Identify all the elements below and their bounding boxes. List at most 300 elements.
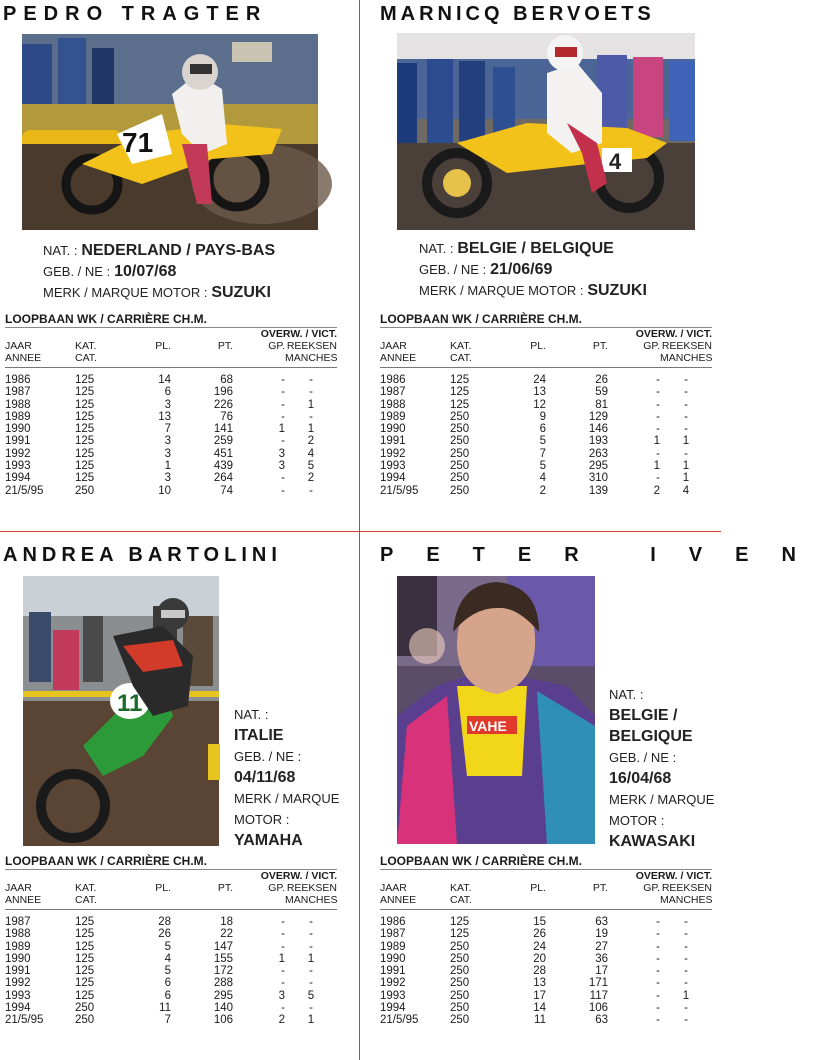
cell-position: 6 bbox=[539, 423, 546, 436]
col-gp: GP. bbox=[643, 340, 660, 352]
cell-gp-wins: - bbox=[656, 1002, 660, 1015]
cell-year: 1986 bbox=[380, 916, 406, 928]
nat-label: NAT. : bbox=[609, 687, 644, 702]
brand-label-2: MOTOR : bbox=[609, 813, 665, 828]
cell-category: 250 bbox=[450, 410, 470, 423]
cell-category: 125 bbox=[75, 374, 95, 386]
cell-position: 6 bbox=[164, 977, 171, 990]
cell-gp-wins: - bbox=[656, 1014, 660, 1027]
table-row bbox=[380, 423, 712, 435]
cell-category: 250 bbox=[450, 989, 470, 1002]
cell-points: 106 bbox=[588, 1002, 608, 1015]
rider-info bbox=[234, 704, 339, 851]
cell-points: 259 bbox=[213, 435, 233, 448]
cell-category: 250 bbox=[450, 435, 470, 448]
cell-points: 117 bbox=[589, 989, 608, 1002]
cell-heat-wins: 1 bbox=[682, 989, 690, 1002]
victories-header: OVERW. / VICT. bbox=[635, 328, 712, 340]
cell-heat-wins: 1 bbox=[307, 423, 315, 436]
cell-category: 250 bbox=[450, 460, 470, 473]
cell-points: 295 bbox=[588, 460, 608, 473]
cell-gp-wins: - bbox=[281, 386, 285, 399]
cell-position: 11 bbox=[534, 1014, 546, 1027]
col-manches: MANCHES bbox=[285, 352, 337, 368]
cell-category: 125 bbox=[75, 916, 95, 928]
cell-gp-wins: 1 bbox=[278, 423, 285, 436]
cell-points: 36 bbox=[595, 952, 608, 965]
cell-gp-wins: - bbox=[656, 965, 660, 978]
cell-category: 250 bbox=[450, 940, 470, 953]
cell-points: 26 bbox=[595, 374, 608, 386]
table-row bbox=[5, 941, 337, 953]
col-manches: MANCHES bbox=[660, 352, 712, 368]
career-table bbox=[380, 870, 712, 1027]
col-cat: CAT. bbox=[450, 894, 502, 910]
cell-category: 250 bbox=[450, 1014, 470, 1027]
cell-category: 125 bbox=[75, 977, 95, 990]
cell-category: 125 bbox=[75, 435, 95, 448]
table-row bbox=[380, 399, 712, 411]
table-row bbox=[380, 977, 712, 989]
cell-year: 21/5/95 bbox=[380, 484, 419, 497]
cell-gp-wins: - bbox=[281, 965, 285, 978]
cell-heat-wins: - bbox=[309, 965, 313, 978]
cell-heat-wins: 1 bbox=[307, 952, 315, 965]
cell-position: 28 bbox=[533, 965, 546, 978]
brand-label: MERK / MARQUE MOTOR : bbox=[419, 283, 584, 298]
cell-heat-wins: - bbox=[684, 1014, 688, 1027]
cell-points: 27 bbox=[595, 940, 608, 953]
table-row bbox=[380, 941, 712, 953]
brand-label-1: MERK / MARQUE bbox=[234, 791, 340, 806]
cell-heat-wins: - bbox=[684, 916, 688, 928]
table-row bbox=[380, 965, 712, 977]
cell-points: 171 bbox=[588, 977, 608, 990]
rider-photo bbox=[397, 576, 595, 844]
svg-text:71: 71 bbox=[122, 127, 154, 158]
cell-category: 250 bbox=[450, 977, 470, 990]
cell-position: 4 bbox=[539, 472, 546, 485]
cell-gp-wins: - bbox=[656, 374, 660, 386]
cell-heat-wins: - bbox=[684, 410, 688, 423]
cell-gp-wins: - bbox=[281, 977, 285, 990]
cell-category: 125 bbox=[450, 386, 470, 399]
col-manches: MANCHES bbox=[660, 894, 712, 910]
rider-photo bbox=[22, 34, 318, 230]
cell-heat-wins: - bbox=[684, 1002, 688, 1015]
table-row bbox=[5, 368, 337, 387]
cell-position: 28 bbox=[158, 916, 171, 928]
cell-points: 17 bbox=[595, 965, 608, 978]
cell-points: 295 bbox=[213, 989, 233, 1002]
cell-heat-wins: - bbox=[309, 916, 313, 928]
table-row bbox=[380, 953, 712, 965]
cell-points: 63 bbox=[595, 1014, 608, 1027]
col-jaar: JAAR bbox=[380, 340, 407, 352]
birth-date: 16/04/68 bbox=[609, 770, 672, 787]
col-manches: MANCHES bbox=[285, 894, 337, 910]
cell-gp-wins: - bbox=[656, 447, 660, 460]
cell-heat-wins: - bbox=[684, 940, 688, 953]
cell-category: 125 bbox=[450, 928, 470, 941]
table-row bbox=[380, 368, 712, 387]
cell-year: 21/5/95 bbox=[5, 1014, 44, 1027]
cell-year: 1991 bbox=[5, 965, 31, 978]
col-jaar: JAAR bbox=[5, 340, 32, 352]
cell-points: 147 bbox=[213, 940, 233, 953]
table-row bbox=[380, 990, 712, 1002]
cell-year: 1986 bbox=[380, 374, 406, 386]
cell-heat-wins: 1 bbox=[682, 460, 690, 473]
cell-position: 6 bbox=[164, 386, 171, 399]
col-pt: PT. bbox=[592, 882, 608, 894]
cell-year: 1994 bbox=[380, 1002, 406, 1015]
cell-category: 125 bbox=[75, 447, 95, 460]
cell-category: 250 bbox=[450, 484, 470, 497]
col-pl: PL. bbox=[155, 882, 171, 894]
col-reeksen: REEKSEN bbox=[661, 340, 712, 352]
table-row bbox=[380, 435, 712, 447]
cell-points: 22 bbox=[220, 928, 233, 941]
cell-position: 3 bbox=[164, 435, 171, 448]
nationality: NEDERLAND / PAYS-BAS bbox=[81, 242, 276, 259]
cell-category: 125 bbox=[450, 374, 470, 386]
cell-points: 59 bbox=[595, 386, 608, 399]
cell-gp-wins: - bbox=[281, 410, 285, 423]
brand-label-2: MOTOR : bbox=[234, 812, 290, 827]
table-row bbox=[380, 448, 712, 460]
col-reeksen: REEKSEN bbox=[661, 882, 712, 894]
born-label: GEB. / NE : bbox=[609, 750, 677, 765]
table-row bbox=[5, 460, 337, 472]
cell-position: 3 bbox=[164, 398, 171, 411]
cell-gp-wins: 1 bbox=[653, 460, 660, 473]
cell-points: 439 bbox=[213, 460, 233, 473]
cell-gp-wins: - bbox=[656, 977, 660, 990]
cell-heat-wins: - bbox=[309, 940, 313, 953]
cell-gp-wins: - bbox=[656, 398, 660, 411]
table-row bbox=[380, 411, 712, 423]
col-cat: CAT. bbox=[75, 352, 127, 368]
cell-year: 1989 bbox=[380, 940, 406, 953]
cell-gp-wins: - bbox=[281, 435, 285, 448]
brand: KAWASAKI bbox=[609, 833, 696, 850]
brand: SUZUKI bbox=[587, 282, 647, 299]
career-heading: LOOPBAAN WK / CARRIÈRE CH.M. bbox=[5, 854, 207, 868]
brand: SUZUKI bbox=[211, 284, 271, 301]
cell-gp-wins: - bbox=[656, 916, 660, 928]
table-row bbox=[5, 990, 337, 1002]
cell-heat-wins: - bbox=[684, 423, 688, 436]
cell-year: 1993 bbox=[5, 989, 31, 1002]
career-table bbox=[5, 870, 337, 1027]
cell-gp-wins: 1 bbox=[278, 952, 285, 965]
victories-header: OVERW. / VICT. bbox=[260, 870, 337, 882]
cell-heat-wins: - bbox=[309, 374, 313, 386]
svg-text:4: 4 bbox=[609, 149, 622, 174]
table-row bbox=[5, 928, 337, 940]
rider-card-iven bbox=[360, 532, 829, 1060]
cell-year: 1992 bbox=[5, 447, 31, 460]
table-row bbox=[5, 953, 337, 965]
cell-heat-wins: - bbox=[684, 398, 688, 411]
cell-points: 264 bbox=[213, 472, 233, 485]
nationality-line-1: BELGIE / bbox=[609, 707, 678, 724]
career-heading: LOOPBAAN WK / CARRIÈRE CH.M. bbox=[5, 312, 207, 326]
cell-year: 1992 bbox=[380, 447, 406, 460]
cell-gp-wins: - bbox=[656, 472, 660, 485]
cell-points: 451 bbox=[213, 447, 233, 460]
cell-heat-wins: - bbox=[684, 952, 688, 965]
career-heading: LOOPBAAN WK / CARRIÈRE CH.M. bbox=[380, 854, 582, 868]
cell-position: 14 bbox=[533, 1002, 546, 1015]
birth-date: 21/06/69 bbox=[490, 261, 553, 278]
cell-position: 11 bbox=[159, 1002, 171, 1015]
table-row bbox=[5, 1002, 337, 1014]
col-annee: ANNEE bbox=[5, 352, 75, 368]
cell-points: 76 bbox=[220, 410, 233, 423]
nat-label: NAT. : bbox=[234, 707, 269, 722]
cell-category: 125 bbox=[75, 952, 95, 965]
col-cat: CAT. bbox=[75, 894, 127, 910]
cell-position: 7 bbox=[539, 447, 546, 460]
brand-label: MERK / MARQUE MOTOR : bbox=[43, 285, 208, 300]
cell-year: 1988 bbox=[380, 398, 406, 411]
cell-year: 1993 bbox=[380, 989, 406, 1002]
table-row bbox=[380, 460, 712, 472]
cell-category: 125 bbox=[75, 472, 95, 485]
cell-position: 26 bbox=[533, 928, 546, 941]
cell-gp-wins: 2 bbox=[653, 484, 660, 497]
col-pt: PT. bbox=[592, 340, 608, 352]
cell-gp-wins: - bbox=[281, 484, 285, 497]
cell-points: 172 bbox=[213, 965, 233, 978]
cell-gp-wins: 3 bbox=[278, 460, 285, 473]
cell-points: 139 bbox=[588, 484, 608, 497]
cell-position: 12 bbox=[533, 398, 546, 411]
col-kat: KAT. bbox=[450, 882, 472, 894]
cell-year: 1989 bbox=[380, 410, 406, 423]
cell-points: 18 bbox=[220, 916, 233, 928]
table-row bbox=[380, 386, 712, 398]
cell-year: 1986 bbox=[5, 374, 31, 386]
cell-position: 1 bbox=[164, 460, 171, 473]
cell-position: 15 bbox=[533, 916, 546, 928]
cell-year: 1990 bbox=[5, 952, 31, 965]
cell-position: 13 bbox=[533, 977, 546, 990]
cell-heat-wins: - bbox=[309, 928, 313, 941]
cell-gp-wins: - bbox=[656, 989, 660, 1002]
col-gp: GP. bbox=[643, 882, 660, 894]
cell-heat-wins: - bbox=[309, 977, 313, 990]
cell-points: 140 bbox=[213, 1002, 233, 1015]
cell-year: 1991 bbox=[380, 435, 406, 448]
table-row bbox=[5, 448, 337, 460]
cell-heat-wins: 1 bbox=[682, 472, 690, 485]
cell-year: 1987 bbox=[380, 928, 406, 941]
cell-category: 125 bbox=[75, 398, 95, 411]
cell-points: 263 bbox=[588, 447, 608, 460]
cell-year: 1992 bbox=[5, 977, 31, 990]
cell-position: 3 bbox=[164, 447, 171, 460]
cell-year: 1993 bbox=[380, 460, 406, 473]
table-row bbox=[380, 1014, 712, 1026]
table-row bbox=[380, 472, 712, 484]
cell-category: 125 bbox=[75, 928, 95, 941]
cell-year: 1990 bbox=[380, 952, 406, 965]
table-row bbox=[5, 386, 337, 398]
rider-info bbox=[419, 238, 647, 301]
col-jaar: JAAR bbox=[380, 882, 407, 894]
cell-position: 10 bbox=[158, 484, 171, 497]
cell-points: 63 bbox=[595, 916, 608, 928]
cell-year: 1992 bbox=[380, 977, 406, 990]
cell-year: 1990 bbox=[5, 423, 31, 436]
cell-heat-wins: 1 bbox=[307, 1014, 315, 1027]
cell-year: 1990 bbox=[380, 423, 406, 436]
cell-position: 20 bbox=[533, 952, 546, 965]
cell-heat-wins: - bbox=[684, 977, 688, 990]
career-table bbox=[5, 328, 337, 497]
nationality: ITALIE bbox=[234, 727, 284, 744]
table-row bbox=[380, 485, 712, 497]
cell-points: 226 bbox=[213, 398, 233, 411]
cell-year: 1989 bbox=[5, 410, 31, 423]
cell-heat-wins: - bbox=[309, 484, 313, 497]
cell-gp-wins: - bbox=[656, 952, 660, 965]
cell-year: 1994 bbox=[5, 472, 31, 485]
cell-gp-wins: - bbox=[281, 928, 285, 941]
cell-gp-wins: 1 bbox=[653, 435, 660, 448]
yellow-barrier bbox=[208, 744, 220, 780]
rider-card-bervoets bbox=[360, 0, 721, 531]
cell-year: 1989 bbox=[5, 940, 31, 953]
cell-gp-wins: - bbox=[656, 386, 660, 399]
rider-info bbox=[609, 684, 714, 852]
cell-year: 1991 bbox=[5, 435, 31, 448]
born-label: GEB. / NE : bbox=[419, 262, 487, 277]
cell-category: 125 bbox=[75, 940, 95, 953]
cell-position: 13 bbox=[533, 386, 546, 399]
col-kat: KAT. bbox=[75, 340, 97, 352]
brand: YAMAHA bbox=[234, 832, 303, 849]
born-label: GEB. / NE : bbox=[234, 749, 302, 764]
cell-gp-wins: 3 bbox=[278, 447, 285, 460]
rider-card-tragter bbox=[0, 0, 359, 531]
col-pl: PL. bbox=[530, 882, 546, 894]
cell-gp-wins: - bbox=[281, 1002, 285, 1015]
cell-position: 5 bbox=[539, 460, 546, 473]
table-row bbox=[5, 965, 337, 977]
cell-points: 81 bbox=[595, 398, 608, 411]
rider-photo bbox=[397, 33, 695, 230]
table-row bbox=[5, 910, 337, 929]
cell-position: 13 bbox=[158, 410, 171, 423]
cell-position: 4 bbox=[164, 952, 171, 965]
cell-heat-wins: - bbox=[684, 447, 688, 460]
cell-position: 7 bbox=[164, 1014, 171, 1027]
cell-gp-wins: - bbox=[281, 940, 285, 953]
born-label: GEB. / NE : bbox=[43, 264, 111, 279]
table-row bbox=[5, 435, 337, 447]
cell-gp-wins: - bbox=[281, 472, 285, 485]
cell-points: 74 bbox=[220, 484, 233, 497]
cell-points: 129 bbox=[588, 410, 608, 423]
cell-year: 21/5/95 bbox=[5, 484, 44, 497]
cell-heat-wins: - bbox=[309, 386, 313, 399]
birth-date: 10/07/68 bbox=[114, 263, 177, 280]
col-reeksen: REEKSEN bbox=[286, 340, 337, 352]
col-annee: ANNEE bbox=[380, 894, 450, 910]
cell-category: 125 bbox=[75, 460, 95, 473]
cell-year: 1991 bbox=[380, 965, 406, 978]
cell-category: 125 bbox=[75, 386, 95, 399]
cell-points: 193 bbox=[588, 435, 608, 448]
table-row bbox=[5, 1014, 337, 1026]
cell-position: 26 bbox=[158, 928, 171, 941]
col-gp: GP. bbox=[268, 340, 285, 352]
cell-category: 250 bbox=[450, 1002, 470, 1015]
table-row bbox=[5, 399, 337, 411]
cell-category: 250 bbox=[450, 472, 470, 485]
cell-category: 250 bbox=[450, 952, 470, 965]
table-row bbox=[380, 1002, 712, 1014]
cell-heat-wins: - bbox=[684, 965, 688, 978]
cell-year: 1988 bbox=[5, 928, 31, 941]
rider-name: ANDREA BARTOLINI bbox=[3, 544, 282, 566]
table-row bbox=[5, 977, 337, 989]
cell-points: 288 bbox=[213, 977, 233, 990]
col-jaar: JAAR bbox=[5, 882, 32, 894]
cell-gp-wins: 2 bbox=[278, 1014, 285, 1027]
col-annee: ANNEE bbox=[5, 894, 75, 910]
cell-points: 141 bbox=[213, 423, 233, 436]
cell-category: 250 bbox=[450, 965, 470, 978]
cell-category: 250 bbox=[450, 447, 470, 460]
cell-heat-wins: 4 bbox=[682, 484, 690, 497]
cell-category: 250 bbox=[75, 1014, 95, 1027]
victories-header: OVERW. / VICT. bbox=[635, 870, 712, 882]
cell-gp-wins: - bbox=[656, 928, 660, 941]
cell-position: 24 bbox=[533, 940, 546, 953]
table-row bbox=[5, 485, 337, 497]
victories-header: OVERW. / VICT. bbox=[260, 328, 337, 340]
cell-heat-wins: - bbox=[309, 1002, 313, 1015]
table-row bbox=[380, 928, 712, 940]
cell-gp-wins: - bbox=[656, 410, 660, 423]
cell-category: 125 bbox=[75, 965, 95, 978]
cell-heat-wins: - bbox=[684, 928, 688, 941]
cell-gp-wins: - bbox=[656, 940, 660, 953]
cell-gp-wins: 3 bbox=[278, 989, 285, 1002]
cell-position: 3 bbox=[164, 472, 171, 485]
rider-info bbox=[43, 240, 275, 303]
cell-year: 1988 bbox=[5, 398, 31, 411]
cell-gp-wins: - bbox=[281, 374, 285, 386]
cell-position: 5 bbox=[164, 965, 171, 978]
nationality: BELGIE / BELGIQUE bbox=[457, 240, 614, 257]
col-kat: KAT. bbox=[75, 882, 97, 894]
cell-heat-wins: - bbox=[684, 386, 688, 399]
cell-position: 2 bbox=[539, 484, 546, 497]
cell-heat-wins: 1 bbox=[307, 398, 315, 411]
cell-position: 17 bbox=[533, 989, 546, 1002]
cell-points: 106 bbox=[213, 1014, 233, 1027]
cell-year: 1987 bbox=[380, 386, 406, 399]
rider-name: PEDRO TRAGTER bbox=[3, 3, 268, 25]
cell-category: 125 bbox=[450, 916, 470, 928]
nat-label: NAT. : bbox=[419, 241, 454, 256]
